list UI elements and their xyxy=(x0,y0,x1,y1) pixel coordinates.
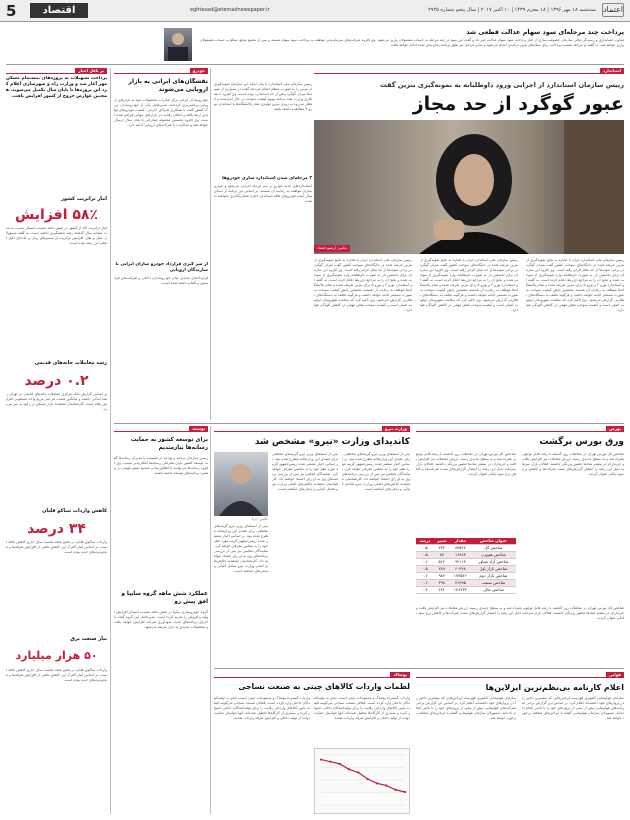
table-row xyxy=(416,566,516,573)
main-subhead: رییس سازمان استاندارد از اجرایی ورود داوطلبانه به نمونه‌گیری بنزین گفت xyxy=(380,81,624,89)
textile-body-1: واردات گسترده پوشاک و منسوجات چینی آسیب جدی به تولیدکنندگان داخلی وارد کرده است. فعالان صنعت نساجی می‌گویند قیمت پایین کالاهای وارداتی رقابت را برای تولیدکنندگان داخلی دشوار کرده و بسیاری از کارگاه‌ها تعطیل شده‌اند. آنها خواستار حمایت دولت از تولید داخلی و افزایش تعرفه واردات شدند. xyxy=(214,696,310,720)
bourse-headline[interactable]: ورق بورس برگشت xyxy=(539,437,624,447)
ministry-kicker: وزارت نیرو xyxy=(382,426,410,431)
top-story-body: معاون حسابداری و رسیدگی مالی سازمان خصوصی‌سازی از آغاز پرداخت سود سهام عدالت خبر داد و گفت این سود در چند مرحله به حساب مشمولان واریز می‌شود. وی افزود شرکت‌های سرمایه‌پذیر موظف به پرداخت سود سهام هستند و پس از تجمیع منابع، مبالغ به حساب مشمولان واریز خواهد شد. به گفته او مرحله نخست پرداخت برای دهک‌های پایین درآمدی انجام می‌شود و سایر مراحل نیز طبق برنامه زمان‌بندی شده ادامه خواهد یافت. xyxy=(200,38,624,47)
ministry-body-3: پس از استعفای وزیر نیرو گزینه‌های مختلفی برای تصدی این وزارتخانه مطرح شده بود. بر اساس اخبار منتشر شده رییس‌جمهور گزینه مورد نظر خود را به مجلس معرفی خواهد کرد. نمایندگان مجلس نیز پس از بررسی برنامه‌های وی به او رای اعتماد خواهند داد. کارشناسان معتقدند چالش‌های اصلی وزارت نیرو شامل کم‌آبی و بدهی‌های انباشته است. xyxy=(214,524,268,573)
data-point xyxy=(348,768,350,770)
table-cell: ۹۲۱۱۴ xyxy=(450,559,471,566)
bourse-body-2: شاخص کل بورس تهران در معاملات روز گذشته با رشد قابل توجهی همراه شد و به سطح جدیدی رسید. ارزش معاملات نیز افزایش یافت و خریداران در بیشتر نمادها حضور پررنگی داشتند. فعالان بازار سرمایه دلیل این رشد را انتشار گزارش‌های مثبت شرکت‌ها و کاهش نرخ سود بانکی عنوان کردند. xyxy=(522,452,624,476)
ministry-photo-credit: عکس: ایرنا xyxy=(251,517,268,521)
main-kicker: استاندارد xyxy=(600,68,624,73)
series-line xyxy=(321,760,405,792)
dev-kicker: توسعه xyxy=(189,426,208,431)
stock-headline[interactable]: عملکرد شش ماهه گروه سایپا و افق پیش رو xyxy=(121,591,208,605)
divider xyxy=(6,64,624,65)
divider xyxy=(214,668,624,669)
cars-body-2: قراردادهای جدیدی میان خودروسازان داخلی و شرکت‌های فرانسوی و آلمانی امضا شده است. xyxy=(114,276,208,285)
person-photo-icon xyxy=(164,28,192,61)
table-header-cell: درصد xyxy=(416,538,434,545)
table-row xyxy=(416,573,516,580)
textile-body-2: واردات گسترده پوشاک و منسوجات چینی آسیب جدی به تولیدکنندگان داخلی وارد کرده است. فعالان صنعت نساجی می‌گویند قیمت پایین کالاهای وارداتی رقابت را برای تولیدکنندگان داخلی دشوار کرده و بسیاری از کارگاه‌ها تعطیل شده‌اند. آنها خواستار حمایت دولت از تولید داخلی و افزایش تعرفه واردات شدند. xyxy=(314,696,410,720)
middle-subhead: ۳ مرحله‌ای شدن استاندارد سازی خودروها xyxy=(222,176,312,181)
divider xyxy=(114,423,624,424)
stock-body: گروه خودروسازی سایپا در شش ماهه نخست امسال افزایش تولید و فروش را تجربه کرده است. مدیرعامل این گروه گفت با اجرای برنامه‌های جدید، سودآوری شرکت افزایش خواهد یافت و محصولات جدیدی به بازار عرضه می‌شود. xyxy=(114,610,208,629)
textile-headline[interactable]: لطمات واردات کالاهای چینی به صنعت نساجی xyxy=(238,682,410,691)
airlines-body-1: سازمان هواپیمایی کشوری فهرست ایرلاین‌هایی که بیشترین تاخیر را در پروازهای خود داشته‌اند اعلام کرد. بر اساس این گزارش برخی شرکت‌های هواپیمایی بیش از نیمی از پروازهای خود را با تاخیر انجام داده‌اند. مسوولان سازمان هواپیمایی گفتند با ایرلاین‌های متخلف برخورد خواهد شد. xyxy=(416,696,516,720)
table-cell: ۰.۶ xyxy=(416,559,434,566)
data-point xyxy=(395,789,397,791)
bourse-body-3: شاخص کل بورس تهران در معاملات روز گذشته با رشد قابل توجهی همراه شد و به سطح جدیدی رسید. ارزش معاملات نیز افزایش یافت و خریداران در بیشتر نمادها حضور پررنگی داشتند. فعالان بازار سرمایه دلیل این رشد را انتشار گزارش‌های مثبت شرکت‌ها و کاهش نرخ سود بانکی عنوان کردند. xyxy=(416,606,624,620)
table-cell: ۱۶۴۸۳ xyxy=(450,552,471,559)
left-news-box xyxy=(6,68,107,188)
table-cell: شاخص هم‌وزن xyxy=(471,552,516,559)
table-cell: شاخص بازار دوم xyxy=(471,573,516,580)
dev-body: رییس سازمان برنامه و بودجه در نشست با مدیران رسانه‌ها گفت توسعه کشور بدون همراهی رسانه‌ها امکان‌پذیر نیست. وی افزود رسانه‌ها می‌توانند با اطلاع‌رسانی صحیح نقش مهمی در پیشبرد برنامه‌های توسعه داشته باشند. xyxy=(114,456,208,475)
ministry-body-1: پس از استعفای وزیر نیرو گزینه‌های مختلفی برای تصدی این وزارتخانه مطرح شده بود. بر اساس اخبار منتشر شده رییس‌جمهور گزینه مورد نظر خود را به مجلس معرفی خواهد کرد. نمایندگان مجلس نیز پس از بررسی برنامه‌های وی به او رای اعتماد خواهند داد. کارشناسان معتقدند چالش‌های اصلی وزارت نیرو شامل کم‌آبی و بدهی‌های انباشته است. xyxy=(272,452,338,491)
airlines-headline[interactable]: اعلام کارنامه بی‌نظم‌ترین ایرلاین‌ها xyxy=(485,683,624,692)
middle-body-2: استانداردهای جدید خودرو در سه مرحله اجرایی می‌شود و خودروسازان موظف به رعایت آن هستند. بر اساس این برنامه از ابتدای سال آینده خودروهای فاقد استاندارد اجازه شماره‌گذاری نخواهند داشت. xyxy=(214,184,312,203)
table-cell: شاخص کل xyxy=(471,545,516,552)
airlines-kicker-row xyxy=(416,672,624,678)
ministry-headline[interactable]: کاندیدای وزارت «نیرو» مشخص شد xyxy=(254,437,410,447)
stat1-body: آمار ترانزیت کالا از کشور در شش ماهه نخست امسال نسبت به مدت مشابه سال گذشته رشد چشمگیری داشته است. به گفته مسوولان حمل و نقل، افزایش ترانزیت از مسیرهای ریلی و جاده‌ای دلیل اصلی این رشد بوده است. xyxy=(6,226,107,245)
minister-portrait-icon xyxy=(214,452,268,516)
data-point xyxy=(404,791,406,793)
table-header-cell: عنوان شاخص xyxy=(471,538,516,545)
main-photo xyxy=(314,120,624,254)
main-headline[interactable]: عبور گوگرد از حد مجاز xyxy=(412,93,624,115)
main-body-col2: رییس سازمان ملی استاندارد ایران با اشاره به نتایج نمونه‌گیری از بنزین عرضه شده در جایگاه‌های سوخت کشور گفت میزان گوگرد در برخی نمونه‌ها از حد مجاز فراتر رفته است. وی افزود این سازمان برای نخستین بار به صورت داوطلبانه وارد نمونه‌گیری از سوخت شده و نتایج آن را به مراجع ذی‌ربط اعلام کرده است. به گفته او استاندارد یورو ۴ و یورو ۵ برای بنزین تعریف شده و تمام پالایشگاه‌ها موظف به رعایت آن هستند. همچنین پایش کیفیت سوخت به صورت مستمر ادامه خواهد داشت و هرگونه تخلف به دستگاه‌های نظارتی گزارش می‌شود. وی تاکید کرد که سلامت شهروندان اولویت اصلی است و کیفیت سوخت نقش مهمی در کاهش آلودگی هوا دارد. xyxy=(420,258,518,312)
date-line: سه‌شنبه ۱۸ مهر ۱۳۹۶ | ۱۸ محرم ۱۴۳۹ | ۱۰ اکتبر ۲۰۱۷ | سال پنجم شماره ۲۹۲۵ xyxy=(428,7,596,13)
stat3-body: واردات تنباکوی قلیان در شش ماهه نخست سال جاری کاهش یافته است. بر اساس آمار گمرک این کاهش ناشی از افزایش تعرفه‌ها و محدودیت‌های جدید بوده است. xyxy=(6,540,107,554)
ministry-body-2: پس از استعفای وزیر نیرو گزینه‌های مختلفی برای تصدی این وزارتخانه مطرح شده بود. بر اساس اخبار منتشر شده رییس‌جمهور گزینه مورد نظر خود را به مجلس معرفی خواهد کرد. نمایندگان مجلس نیز پس از بررسی برنامه‌های وی به او رای اعتماد خواهند داد. کارشناسان معتقدند چالش‌های اصلی وزارت نیرو شامل کم‌آبی و بدهی‌های انباشته است. xyxy=(342,452,410,491)
table-cell: ۰.۶ xyxy=(416,580,434,587)
table-cell: ۰.۵ xyxy=(416,566,434,573)
table-cell: شاخص صنعت xyxy=(471,580,516,587)
textile-kicker: پوشاک xyxy=(390,672,410,677)
airlines-kicker: هوایی xyxy=(606,672,624,677)
table-cell: ۴۳۲ xyxy=(434,545,450,552)
stat4-title: نیاز صنعت برق xyxy=(70,636,107,642)
stat1-title: آمار ترانزیت کشور xyxy=(61,196,107,202)
stat2-value: ۰.۲ درصد xyxy=(24,373,89,389)
table-cell: ۳۹۸ xyxy=(434,580,450,587)
table-cell: ۷۱۴۹۵ xyxy=(450,580,471,587)
newspaper-logo: اعتماد xyxy=(602,3,624,17)
main-photo-credit: عکس: آرشیو اعتماد xyxy=(314,245,350,252)
stat2-title: رشد معاملات خانه‌های قدیمی xyxy=(34,360,107,366)
main-body-col1: رییس سازمان ملی استاندارد ایران با اشاره به نتایج نمونه‌گیری از بنزین عرضه شده در جایگاه‌های سوخت کشور گفت میزان گوگرد در برخی نمونه‌ها از حد مجاز فراتر رفته است. وی افزود این سازمان برای نخستین بار به صورت داوطلبانه وارد نمونه‌گیری از سوخت شده و نتایج آن را به مراجع ذی‌ربط اعلام کرده است. به گفته او استاندارد یورو ۴ و یورو ۵ برای بنزین تعریف شده و تمام پالایشگاه‌ها موظف به رعایت آن هستند. همچنین پایش کیفیت سوخت به صورت مستمر ادامه خواهد داشت و هرگونه تخلف به دستگاه‌های نظارتی گزارش می‌شود. وی تاکید کرد که سلامت شهروندان اولویت اصلی است و کیفیت سوخت نقش مهمی در کاهش آلودگی هوا دارد. xyxy=(314,258,412,312)
table-cell: شاخص مالی xyxy=(471,587,516,594)
bourse-kicker-row xyxy=(416,426,624,432)
section-email[interactable]: eghtesad@etemadnewspaper.ir xyxy=(190,7,270,13)
table-cell: ۰.۵ xyxy=(416,552,434,559)
data-point xyxy=(376,782,378,784)
stat1-value: ۵۸٪ افزایش xyxy=(14,207,99,223)
left-bottom-text: واردات تنباکوی قلیان در شش ماهه نخست سال جاری کاهش یافته است. بر اساس آمار گمرک این کاهش ناشی از افزایش تعرفه‌ها و محدودیت‌های جدید بوده است. xyxy=(6,668,107,682)
bourse-kicker: بورس xyxy=(606,426,624,431)
table-cell: ۰.۴ xyxy=(416,587,434,594)
stat3-title: کاهش واردات تنباکو قلیان xyxy=(42,508,107,514)
page-number: 5 xyxy=(6,2,17,20)
table-cell: ۰.۶ xyxy=(416,573,434,580)
left-news-text: پرداخت تسهیلات به پروژه‌های نیمه‌تمام مسکن مهر آغاز شد و وزارت راه و شهرسازی اعلام کرد این پروژه‌ها تا پایان سال تکمیل می‌شوند. همچنین عوارض خروج از کشور افزایش یافت. xyxy=(6,76,107,99)
table-cell: ۸۴۵۶۲ xyxy=(450,545,471,552)
cars-kicker-row xyxy=(114,68,208,74)
table-row xyxy=(416,545,516,552)
col-divider xyxy=(110,68,111,814)
decline-line-chart xyxy=(315,749,409,813)
col-divider xyxy=(210,68,211,420)
data-point xyxy=(329,761,331,763)
top-story-headline[interactable]: پرداخت چند مرحله‌ای سود سهام عدالت قطعی شد xyxy=(466,28,624,36)
table-cell: شاخص آزاد شناور xyxy=(471,559,516,566)
table-cell: ۲۸۹ xyxy=(434,566,450,573)
woman-portrait-icon xyxy=(314,120,624,254)
left-kicker-row xyxy=(6,68,107,74)
dev-headline[interactable]: برای توسعه کشور به حمایت رسانه‌ها نیازمندیم xyxy=(130,437,208,451)
left-kicker: بر ناقل اخبار xyxy=(75,68,107,73)
table-row xyxy=(416,559,516,566)
main-body-col3: رییس سازمان ملی استاندارد ایران با اشاره به نتایج نمونه‌گیری از بنزین عرضه شده در جایگاه‌های سوخت کشور گفت میزان گوگرد در برخی نمونه‌ها از حد مجاز فراتر رفته است. وی افزود این سازمان برای نخستین بار به صورت داوطلبانه وارد نمونه‌گیری از سوخت شده و نتایج آن را به مراجع ذی‌ربط اعلام کرده است. به گفته او استاندارد یورو ۴ و یورو ۵ برای بنزین تعریف شده و تمام پالایشگاه‌ها موظف به رعایت آن هستند. همچنین پایش کیفیت سوخت به صورت مستمر ادامه خواهد داشت و هرگونه تخلف به دستگاه‌های نظارتی گزارش می‌شود. وی تاکید کرد که سلامت شهروندان اولویت اصلی است و کیفیت سوخت نقش مهمی در کاهش آلودگی هوا دارد. xyxy=(526,258,624,312)
table-cell: ۶۴۲ xyxy=(434,587,450,594)
table-cell: ۸۷ xyxy=(434,552,450,559)
table-cell: ۱۷۳۵۲۶ xyxy=(450,573,471,580)
table-row xyxy=(416,552,516,559)
middle-body: رییس سازمان ملی استاندارد با بیان اینکه این سازمان نمونه‌گیری از بنزین را به صورت منظم انجام می‌دهد گفت در بسیاری از نمونه‌ها میزان گوگرد بیش از حد استاندارد بوده است. وی افزود با همکاری وزارت نفت برنامه بهبود کیفیت سوخت در حال اجراست و انتظار می‌رود به زودی بنزین تولیدی تمام پالایشگاه‌ها با استاندارد یورو ۴ مطابقت داشته باشد. xyxy=(214,82,312,111)
table-cell: ۱۴۸۲۳۳ xyxy=(450,587,471,594)
table-row xyxy=(416,580,516,587)
cars-body: خودروسازان ایرانی برای صادرات محصولات خود به بازارهای اروپایی برنامه‌ریزی کرده‌اند. مدیرعامل یکی از خودروسازان بزرگ کشور گفت با همکاری شرکای خارجی، کیفیت خودروهای تولیدی ارتقا یافته و امکان رقابت در بازارهای جهانی فراهم شده است. وی افزود نخستین محموله صادراتی تا پایان سال ارسال خواهد شد و مذاکرات با شرکت‌های اروپایی ادامه دارد. xyxy=(114,98,208,127)
data-point xyxy=(385,784,387,786)
index-table xyxy=(416,538,516,604)
ministry-kicker-row xyxy=(214,426,410,432)
bourse-body-1: شاخص کل بورس تهران در معاملات روز گذشته با رشد قابل توجهی همراه شد و به سطح جدیدی رسید. ارزش معاملات نیز افزایش یافت و خریداران در بیشتر نمادها حضور پررنگی داشتند. فعالان بازار سرمایه دلیل این رشد را انتشار گزارش‌های مثبت شرکت‌ها و کاهش نرخ سود بانکی عنوان کردند. xyxy=(416,452,516,476)
table-header-cell: مقدار xyxy=(450,538,471,545)
table-cell: ۶۰۲۴۸ xyxy=(450,566,471,573)
stat2-body: بر اساس گزارش بانک مرکزی معاملات خانه‌های قدیمی در تهران رشد اندکی داشته و میانگین قیمت هر متر مربع واحد مسکونی افزایش یافته است. کارشناسان معتقدند بازار مسکن در رکود به سر می‌برد. xyxy=(6,392,107,411)
top-story-photo xyxy=(164,28,192,61)
cars-subhead: از سر گیری قرارداد خودرو سازان ایرانی با سازندگان اروپایی xyxy=(115,262,208,273)
stat4-value: ۵۰ هزار میلیارد xyxy=(15,649,98,662)
table-cell: ۰.۵ xyxy=(416,545,434,552)
section-label: اقتصاد xyxy=(30,3,88,18)
table-row xyxy=(416,587,516,594)
data-point xyxy=(357,771,359,773)
ministry-photo xyxy=(214,452,268,516)
table-cell: شاخص بازار اول xyxy=(471,566,516,573)
col-divider xyxy=(210,426,211,814)
main-kicker-row xyxy=(314,68,624,74)
data-point xyxy=(320,758,322,760)
table-header-cell: تغییر xyxy=(434,538,450,545)
data-point xyxy=(339,763,341,765)
textile-chart xyxy=(314,748,410,814)
airlines-body-2: سازمان هواپیمایی کشوری فهرست ایرلاین‌هایی که بیشترین تاخیر را در پروازهای خود داشته‌اند اعلام کرد. بر اساس این گزارش برخی شرکت‌های هواپیمایی بیش از نیمی از پروازهای خود را با تاخیر انجام داده‌اند. مسوولان سازمان هواپیمایی گفتند با ایرلاین‌های متخلف برخورد خواهد شد. xyxy=(522,696,624,720)
table-body xyxy=(416,545,516,594)
textile-kicker-row xyxy=(214,672,410,678)
dev-kicker-row xyxy=(114,426,208,432)
table-cell: ۵۱۲ xyxy=(434,559,450,566)
data-point xyxy=(367,778,369,780)
stat3-value: ۳۴ درصد xyxy=(27,521,86,537)
table-cell: ۹۸۴ xyxy=(434,573,450,580)
cars-kicker: خودرو xyxy=(190,68,208,73)
cars-headline[interactable]: نقشگان‌های ایرانی به بازار اروپایی می‌شوند xyxy=(128,78,208,93)
